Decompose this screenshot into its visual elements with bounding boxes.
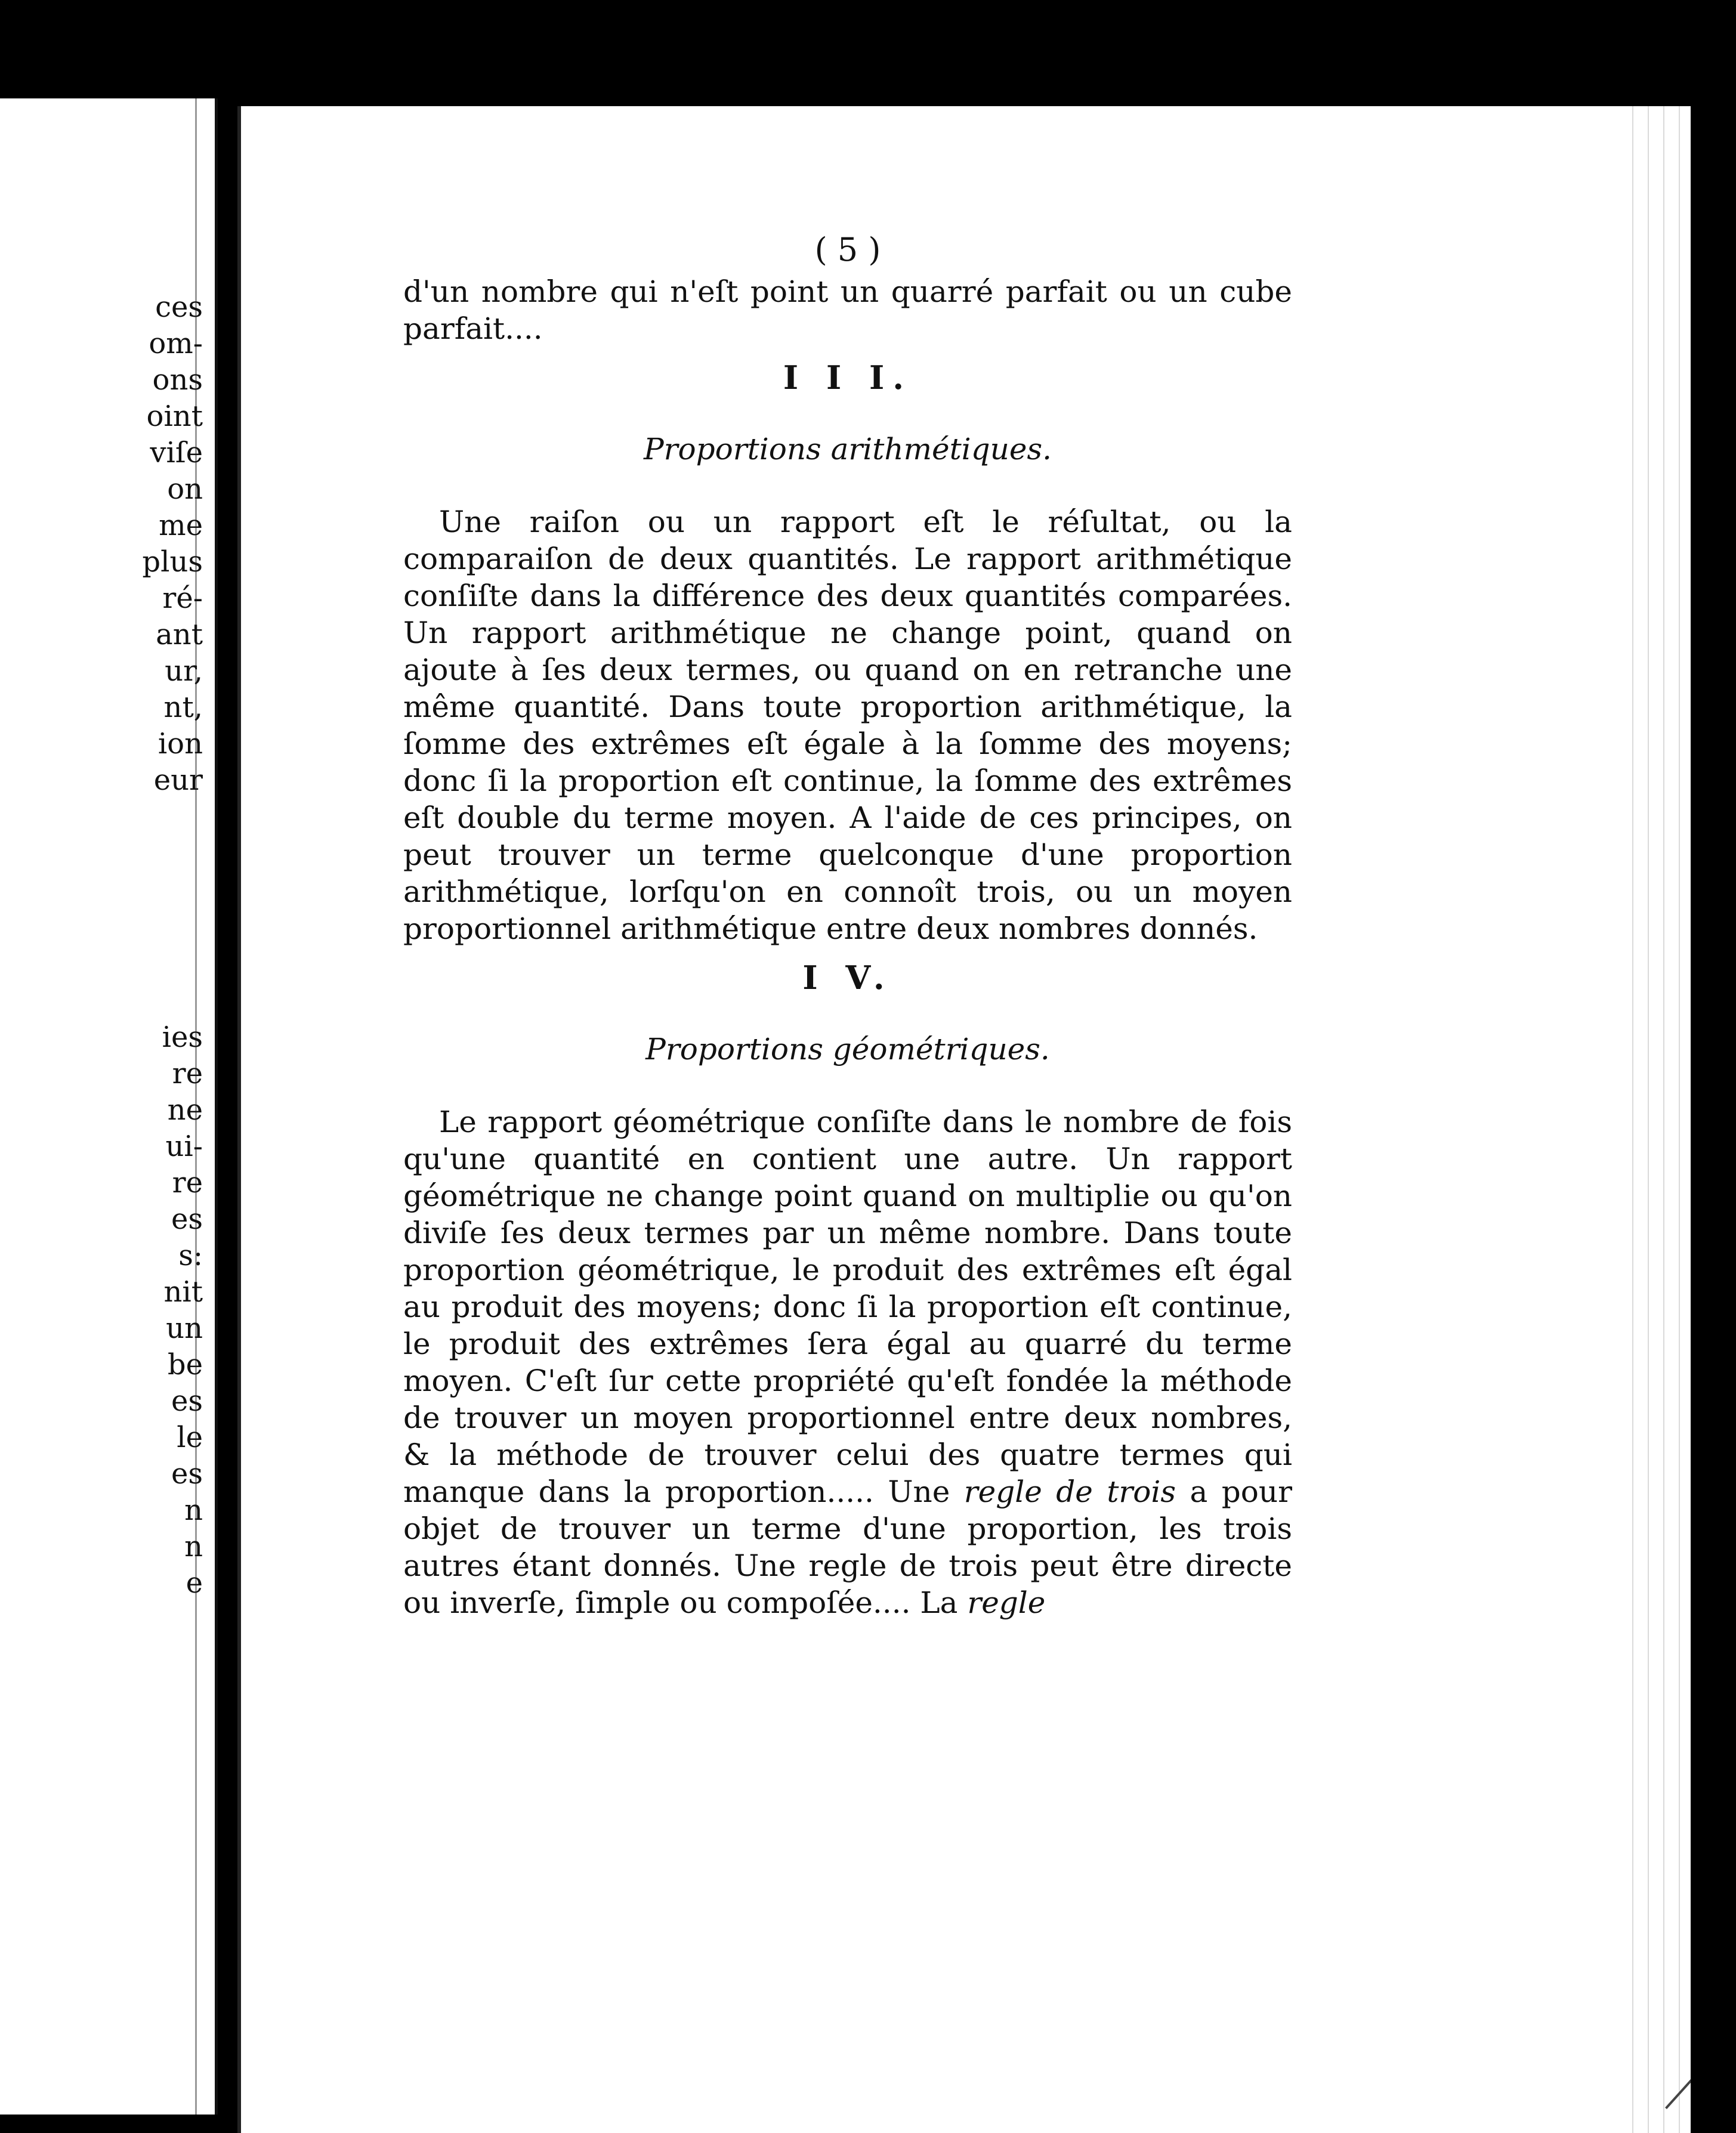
left-fragment-top-0: ces bbox=[155, 290, 203, 324]
left-fragment-gap bbox=[6, 799, 203, 1019]
paragraph-arithmetic-proportions: Une raiſon ou un rapport eſt le réſultat, ou la comparaiſon de deux quantités. Le rapport arithmétique conſiſte dans la différence des deux quantités comparées. Un rapport arithmétique ne change point, quand on ajoute à ſes deux termes, ou quand on en retranche une même quantité. Dans toute proportion arithmétique, la ſomme des extrêmes eſt égale à la ſomme des moyens; donc ſi la proportion eſt continue, la ſomme des extrêmes eſt double du terme moyen. A l'aide de ces principes, on peut trouver un terme quelconque d'une proportion arithmétique, lorſqu'on en connoît trois, ou un moyen proportionnel arithmétique entre deux nombres donnés. bbox=[403, 505, 1292, 946]
main-page bbox=[237, 106, 1691, 2133]
left-fragment-bottom-7: nit bbox=[163, 1275, 203, 1309]
section-title-arithmetic-proportions: Proportions arithmétiques. bbox=[643, 432, 1052, 466]
left-fragment-top-5: on bbox=[167, 472, 203, 506]
left-fragment-top-8: ré- bbox=[162, 582, 203, 615]
left-fragment-bottom-10: es bbox=[171, 1384, 203, 1418]
left-fragment-bottom-3: ui- bbox=[165, 1130, 203, 1163]
left-fragment-top-9: ant bbox=[156, 618, 203, 651]
left-fragment-top-13: eur bbox=[153, 763, 203, 797]
page-text-block bbox=[403, 231, 1292, 1621]
page-stack-edge bbox=[1625, 106, 1691, 2133]
left-fragment-top-1: om- bbox=[149, 327, 203, 360]
left-fragment-top-2: ons bbox=[152, 363, 203, 397]
left-fragment-top-4: viſe bbox=[150, 436, 203, 469]
left-fragment-bottom-8: un bbox=[166, 1312, 203, 1345]
section-number-iv: I V. bbox=[802, 959, 893, 997]
left-fragment-bottom-5: es bbox=[171, 1202, 203, 1236]
left-fragment-top-3: oint bbox=[146, 400, 203, 433]
left-fragment-bottom-15: e bbox=[186, 1566, 203, 1600]
section-title-geometric-proportions: Proportions géométriques. bbox=[645, 1032, 1050, 1066]
left-fragment-bottom-6: s: bbox=[178, 1239, 203, 1272]
section-number-iii: I I I. bbox=[783, 358, 913, 397]
left-fragment-bottom-13: n bbox=[184, 1494, 203, 1527]
left-fragment-top-11: nt, bbox=[163, 691, 203, 724]
page-number: ( 5 ) bbox=[814, 231, 881, 268]
italic-term-regle-de-trois: regle de trois bbox=[963, 1474, 1176, 1509]
left-facing-page bbox=[0, 98, 218, 2115]
left-fragment-top-12: ion bbox=[157, 727, 203, 761]
left-fragment-bottom-0: ies bbox=[162, 1021, 203, 1054]
left-fragment-bottom-1: re bbox=[172, 1057, 203, 1090]
left-fragment-bottom-4: re bbox=[172, 1166, 203, 1200]
paragraph-text-part1: Le rapport géométrique conſiſte dans le nombre de fois qu'une quantité en contient une autre. Un rapport géométrique ne change point quand on multiplie ou qu'on diviſe ſes deux termes par un même nombre. Dans toute proportion géométrique, le produit des extrêmes eſt égal au produit des moyens; donc ſi la proportion eſt continue, le produit des extrêmes ſera égal au quarré du terme moyen. C'eſt ſur cette propriété qu'eſt fondée la méthode de trouver un moyen proportionnel entre deux nombres, & la méthode de trouver celui des quatre termes qui manque dans la proportion..... Une bbox=[403, 1105, 1292, 1509]
left-fragment-top-7: plus bbox=[142, 545, 203, 579]
left-fragment-top-6: me bbox=[159, 509, 203, 542]
paragraph-text-part2: a pour objet de trouver un terme d'une proportion, les trois autres étant donnés. Une regle de trois peut être directe ou inverſe, ſimple ou compoſée.... La bbox=[403, 1474, 1292, 1620]
paragraph-geometric-proportions bbox=[403, 1103, 1292, 1621]
left-fragment-bottom-2: ne bbox=[167, 1093, 203, 1127]
opening-paragraph: d'un nombre qui n'eſt point un quarré parfait ou un cube parfait.... bbox=[403, 274, 1292, 346]
italic-term-regle: regle bbox=[967, 1585, 1046, 1620]
left-fragment-bottom-14: n bbox=[184, 1530, 203, 1563]
left-fragment-top-10: ur, bbox=[165, 654, 203, 688]
left-page-cut-text bbox=[6, 289, 203, 1602]
left-fragment-bottom-12: es bbox=[171, 1457, 203, 1491]
left-fragment-bottom-9: be bbox=[167, 1348, 203, 1381]
left-fragment-bottom-11: le bbox=[177, 1421, 203, 1454]
